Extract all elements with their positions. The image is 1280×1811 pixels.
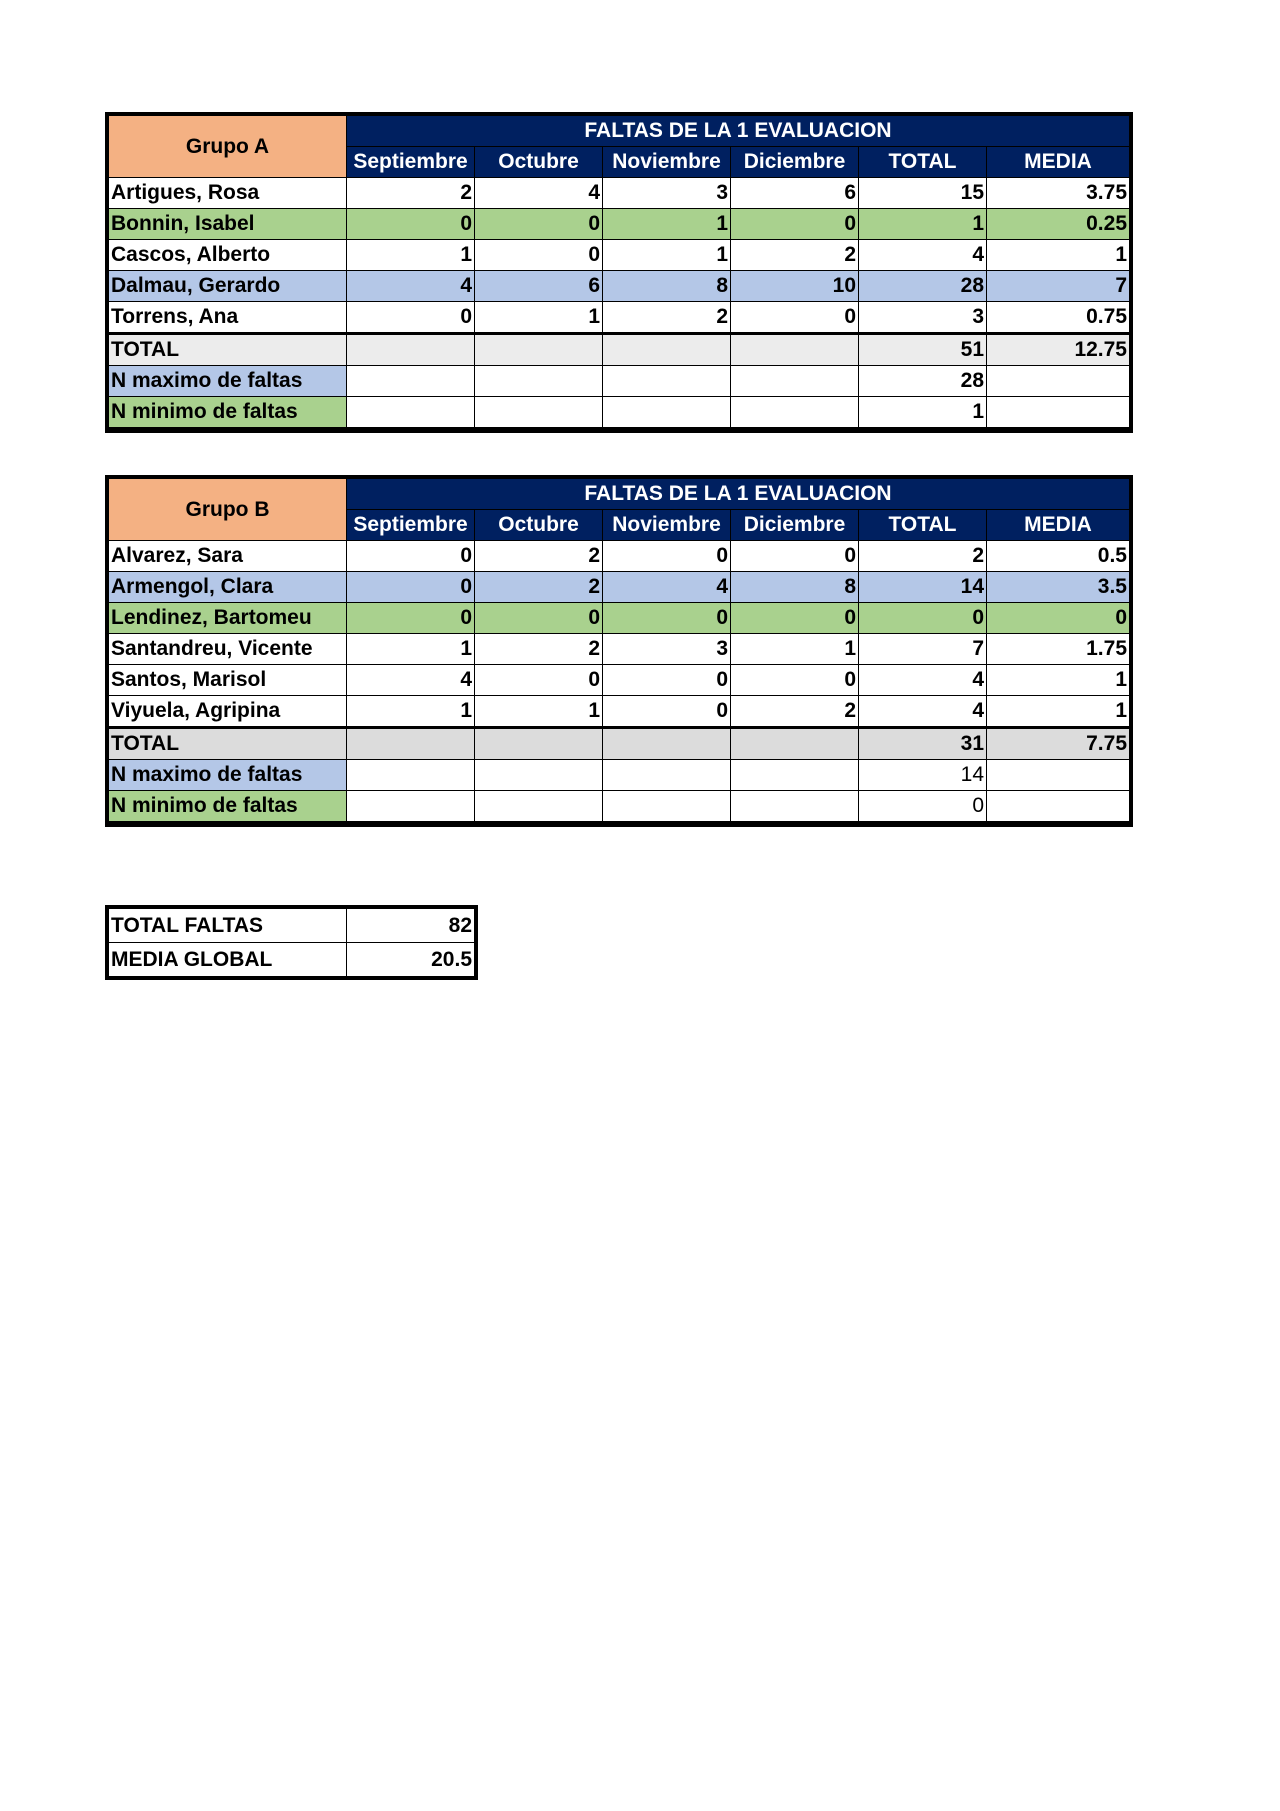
cell-noviembre[interactable]: 8 — [603, 271, 731, 302]
total-media[interactable]: 12.75 — [987, 334, 1130, 366]
cell-noviembre[interactable]: 0 — [603, 603, 731, 634]
table-row — [109, 603, 1130, 634]
header-septiembre[interactable]: Septiembre — [347, 147, 475, 178]
cell-septiembre[interactable]: 4 — [347, 271, 475, 302]
empty-cell[interactable] — [987, 397, 1130, 429]
cell-septiembre[interactable]: 1 — [347, 634, 475, 665]
student-name[interactable]: Lendinez, Bartomeu — [109, 603, 347, 634]
empty-cell[interactable] — [731, 791, 859, 823]
max-label[interactable]: N maximo de faltas — [109, 760, 347, 791]
header-total[interactable]: TOTAL — [859, 510, 987, 541]
cell-media[interactable]: 7 — [987, 271, 1130, 302]
cell-octubre[interactable]: 0 — [475, 209, 603, 240]
student-name[interactable]: Santos, Marisol — [109, 665, 347, 696]
empty-cell[interactable] — [475, 334, 603, 366]
cell-octubre[interactable]: 0 — [475, 603, 603, 634]
cell-media[interactable]: 0.25 — [987, 209, 1130, 240]
empty-cell[interactable] — [731, 397, 859, 429]
media-global-label[interactable]: MEDIA GLOBAL — [109, 943, 347, 977]
cell-diciembre[interactable]: 2 — [731, 696, 859, 728]
max-row — [109, 760, 1130, 791]
header-septiembre[interactable]: Septiembre — [347, 510, 475, 541]
table-row — [109, 302, 1130, 334]
cell-octubre[interactable]: 0 — [475, 240, 603, 271]
cell-septiembre[interactable]: 0 — [347, 209, 475, 240]
header-diciembre[interactable]: Diciembre — [731, 147, 859, 178]
group-b-title[interactable]: FALTAS DE LA 1 EVALUACION — [347, 479, 1130, 510]
cell-total[interactable]: 4 — [859, 665, 987, 696]
cell-septiembre[interactable]: 0 — [347, 302, 475, 334]
empty-cell[interactable] — [603, 397, 731, 429]
cell-noviembre[interactable]: 1 — [603, 240, 731, 271]
student-name[interactable]: Santandreu, Vicente — [109, 634, 347, 665]
cell-total[interactable]: 15 — [859, 178, 987, 209]
summary-media-row — [109, 943, 475, 977]
student-name[interactable]: Armengol, Clara — [109, 572, 347, 603]
cell-diciembre[interactable]: 0 — [731, 665, 859, 696]
min-row — [109, 791, 1130, 823]
empty-cell[interactable] — [987, 760, 1130, 791]
empty-cell[interactable] — [731, 728, 859, 760]
cell-media[interactable]: 1.75 — [987, 634, 1130, 665]
cell-diciembre[interactable]: 1 — [731, 634, 859, 665]
cell-noviembre[interactable]: 0 — [603, 665, 731, 696]
header-noviembre[interactable]: Noviembre — [603, 510, 731, 541]
cell-diciembre[interactable]: 0 — [731, 302, 859, 334]
cell-diciembre[interactable]: 0 — [731, 603, 859, 634]
empty-cell[interactable] — [475, 760, 603, 791]
header-diciembre[interactable]: Diciembre — [731, 510, 859, 541]
cell-noviembre[interactable]: 2 — [603, 302, 731, 334]
empty-cell[interactable] — [987, 366, 1130, 397]
cell-septiembre[interactable]: 4 — [347, 665, 475, 696]
min-value[interactable]: 1 — [859, 397, 987, 429]
min-row — [109, 397, 1130, 429]
cell-total[interactable]: 3 — [859, 302, 987, 334]
max-value[interactable]: 14 — [859, 760, 987, 791]
empty-cell[interactable] — [347, 760, 475, 791]
empty-cell[interactable] — [347, 334, 475, 366]
cell-octubre[interactable]: 1 — [475, 302, 603, 334]
cell-media[interactable]: 0.5 — [987, 541, 1130, 572]
cell-noviembre[interactable]: 0 — [603, 696, 731, 728]
cell-noviembre[interactable]: 3 — [603, 178, 731, 209]
cell-media[interactable]: 1 — [987, 665, 1130, 696]
cell-octubre[interactable]: 0 — [475, 665, 603, 696]
cell-octubre[interactable]: 4 — [475, 178, 603, 209]
cell-diciembre[interactable]: 8 — [731, 572, 859, 603]
empty-cell[interactable] — [347, 366, 475, 397]
cell-total[interactable]: 4 — [859, 240, 987, 271]
cell-diciembre[interactable]: 10 — [731, 271, 859, 302]
header-total[interactable]: TOTAL — [859, 147, 987, 178]
cell-media[interactable]: 1 — [987, 696, 1130, 728]
empty-cell[interactable] — [475, 397, 603, 429]
empty-cell[interactable] — [347, 791, 475, 823]
table-row — [109, 572, 1130, 603]
header-media[interactable]: MEDIA — [987, 510, 1130, 541]
cell-octubre[interactable]: 6 — [475, 271, 603, 302]
cell-media[interactable]: 1 — [987, 240, 1130, 271]
empty-cell[interactable] — [731, 334, 859, 366]
table-row — [109, 696, 1130, 728]
total-faltas-value[interactable]: 82 — [347, 909, 475, 943]
empty-cell[interactable] — [731, 760, 859, 791]
table-row — [109, 271, 1130, 302]
student-name[interactable]: Bonnin, Isabel — [109, 209, 347, 240]
student-name[interactable]: Dalmau, Gerardo — [109, 271, 347, 302]
total-row — [109, 728, 1130, 760]
cell-septiembre[interactable]: 0 — [347, 603, 475, 634]
table-row — [109, 541, 1130, 572]
table-row — [109, 665, 1130, 696]
cell-diciembre[interactable]: 0 — [731, 541, 859, 572]
empty-cell[interactable] — [475, 366, 603, 397]
cell-octubre[interactable]: 2 — [475, 634, 603, 665]
cell-total[interactable]: 0 — [859, 603, 987, 634]
cell-media[interactable]: 0 — [987, 603, 1130, 634]
min-label[interactable]: N minimo de faltas — [109, 397, 347, 429]
header-octubre[interactable]: Octubre — [475, 510, 603, 541]
cell-noviembre[interactable]: 3 — [603, 634, 731, 665]
max-row — [109, 366, 1130, 397]
header-media[interactable]: MEDIA — [987, 147, 1130, 178]
cell-septiembre[interactable]: 0 — [347, 572, 475, 603]
cell-noviembre[interactable]: 0 — [603, 541, 731, 572]
cell-septiembre[interactable]: 1 — [347, 240, 475, 271]
table-row — [109, 209, 1130, 240]
cell-diciembre[interactable]: 0 — [731, 209, 859, 240]
empty-cell[interactable] — [987, 791, 1130, 823]
total-sum[interactable]: 31 — [859, 728, 987, 760]
cell-media[interactable]: 0.75 — [987, 302, 1130, 334]
min-value[interactable]: 0 — [859, 791, 987, 823]
group-b-table — [108, 478, 1130, 824]
student-name[interactable]: Torrens, Ana — [109, 302, 347, 334]
group-a-label[interactable]: Grupo A — [109, 116, 347, 178]
total-faltas-label[interactable]: TOTAL FALTAS — [109, 909, 347, 943]
table-row — [109, 178, 1130, 209]
student-name[interactable]: Cascos, Alberto — [109, 240, 347, 271]
media-global-value[interactable]: 20.5 — [347, 943, 475, 977]
total-label[interactable]: TOTAL — [109, 728, 347, 760]
group-a-table — [108, 115, 1130, 430]
cell-total[interactable]: 14 — [859, 572, 987, 603]
student-name[interactable]: Alvarez, Sara — [109, 541, 347, 572]
empty-cell[interactable] — [603, 334, 731, 366]
student-name[interactable]: Artigues, Rosa — [109, 178, 347, 209]
group-a-title[interactable]: FALTAS DE LA 1 EVALUACION — [347, 116, 1130, 147]
cell-total[interactable]: 28 — [859, 271, 987, 302]
header-octubre[interactable]: Octubre — [475, 147, 603, 178]
total-label[interactable]: TOTAL — [109, 334, 347, 366]
total-media[interactable]: 7.75 — [987, 728, 1130, 760]
max-value[interactable]: 28 — [859, 366, 987, 397]
cell-diciembre[interactable]: 2 — [731, 240, 859, 271]
summary-total-row — [109, 909, 475, 943]
empty-cell[interactable] — [603, 366, 731, 397]
empty-cell[interactable] — [731, 366, 859, 397]
cell-total[interactable]: 4 — [859, 696, 987, 728]
table-row — [109, 240, 1130, 271]
min-label[interactable]: N minimo de faltas — [109, 791, 347, 823]
cell-noviembre[interactable]: 1 — [603, 209, 731, 240]
cell-noviembre[interactable]: 4 — [603, 572, 731, 603]
cell-octubre[interactable]: 1 — [475, 696, 603, 728]
total-row — [109, 334, 1130, 366]
empty-cell[interactable] — [347, 397, 475, 429]
cell-total[interactable]: 7 — [859, 634, 987, 665]
cell-septiembre[interactable]: 1 — [347, 696, 475, 728]
header-noviembre[interactable]: Noviembre — [603, 147, 731, 178]
empty-cell[interactable] — [347, 728, 475, 760]
cell-octubre[interactable]: 2 — [475, 541, 603, 572]
empty-cell[interactable] — [475, 791, 603, 823]
empty-cell[interactable] — [603, 791, 731, 823]
cell-total[interactable]: 2 — [859, 541, 987, 572]
cell-diciembre[interactable]: 6 — [731, 178, 859, 209]
cell-media[interactable]: 3.5 — [987, 572, 1130, 603]
empty-cell[interactable] — [475, 728, 603, 760]
group-b-label[interactable]: Grupo B — [109, 479, 347, 541]
cell-septiembre[interactable]: 0 — [347, 541, 475, 572]
student-name[interactable]: Viyuela, Agripina — [109, 696, 347, 728]
max-label[interactable]: N maximo de faltas — [109, 366, 347, 397]
total-sum[interactable]: 51 — [859, 334, 987, 366]
empty-cell[interactable] — [603, 760, 731, 791]
summary-table — [108, 908, 475, 977]
cell-total[interactable]: 1 — [859, 209, 987, 240]
cell-octubre[interactable]: 2 — [475, 572, 603, 603]
cell-septiembre[interactable]: 2 — [347, 178, 475, 209]
cell-media[interactable]: 3.75 — [987, 178, 1130, 209]
empty-cell[interactable] — [603, 728, 731, 760]
table-row — [109, 634, 1130, 665]
